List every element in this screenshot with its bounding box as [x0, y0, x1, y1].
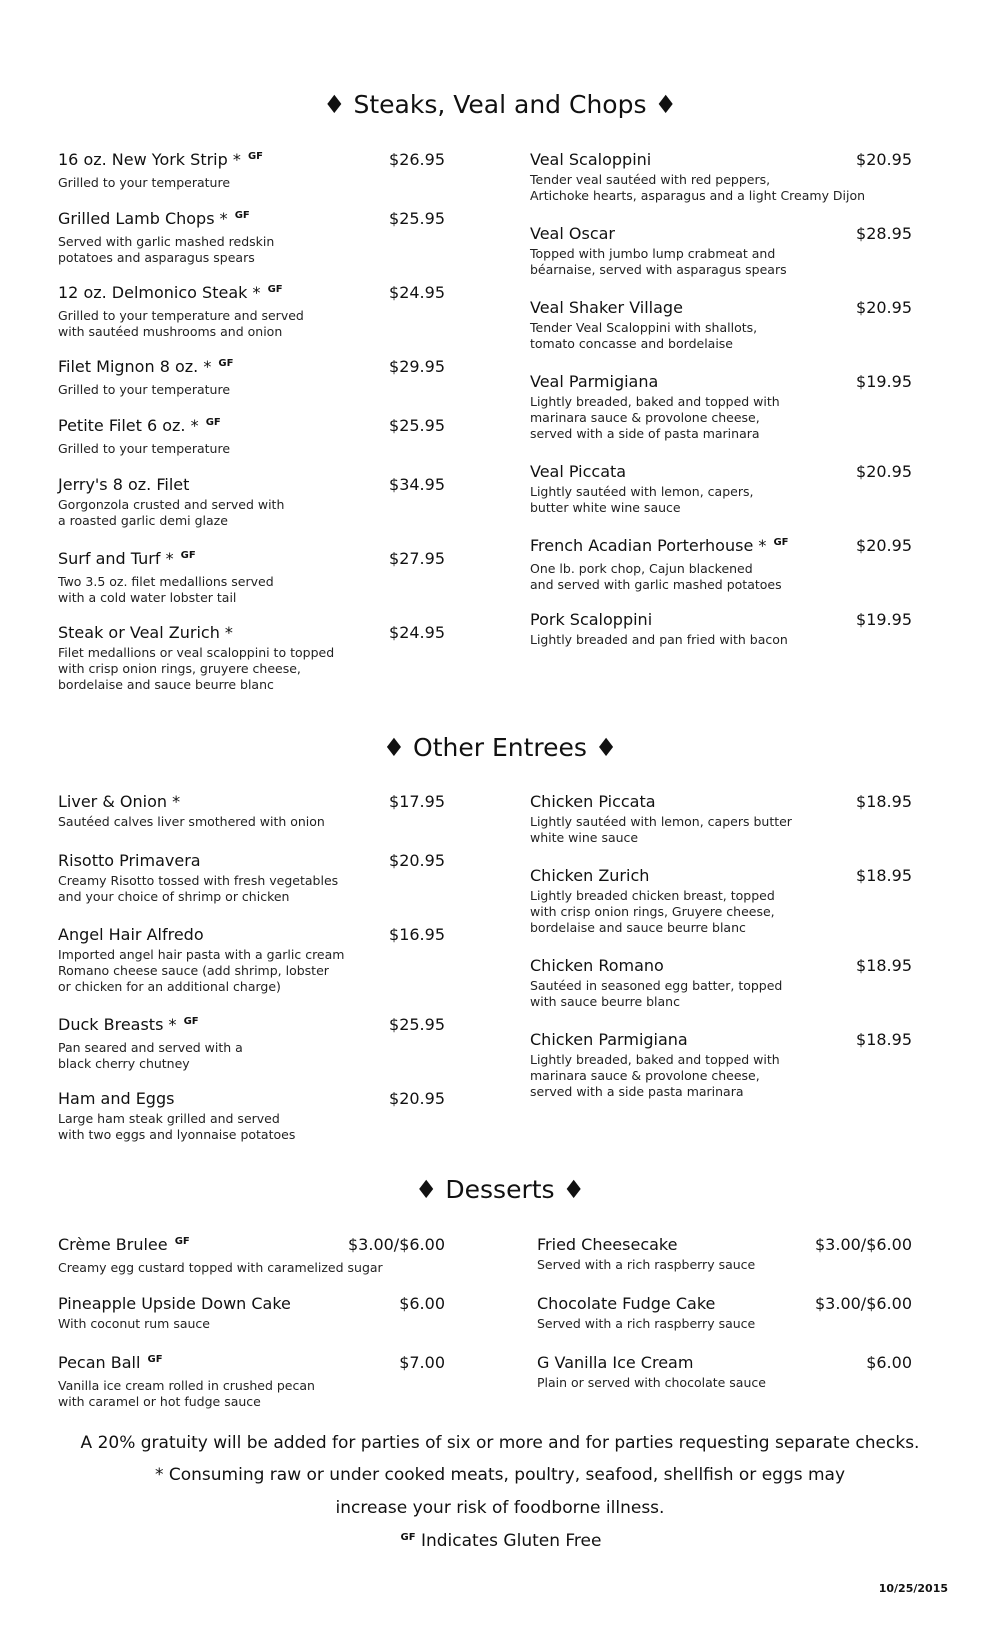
menu-item-description: Topped with jumbo lump crabmeat and béarnaise, served with asparagus spears — [530, 246, 787, 277]
menu-item-description: Tender Veal Scaloppini with shallots, tomato concasse and bordelaise — [530, 320, 758, 351]
menu-item-name-text: Pineapple Upside Down Cake — [58, 1294, 291, 1313]
menu-item-name-text: Chicken Piccata — [530, 792, 656, 811]
menu-item-description: Served with a rich raspberry sauce — [537, 1257, 756, 1272]
menu-item — [58, 1235, 445, 1276]
menu-item-price: $25.95 — [389, 1015, 445, 1034]
menu-item-price: $20.95 — [856, 298, 912, 317]
gluten-free-badge: GF — [234, 210, 250, 221]
menu-item-name — [537, 1294, 715, 1314]
menu-item-name-text: G Vanilla Ice Cream — [537, 1353, 694, 1372]
menu-item-price: $3.00/$6.00 — [348, 1235, 445, 1254]
menu-item-description: Sautéed in seasoned egg batter, topped with sauce beurre blanc — [530, 978, 783, 1009]
menu-item — [58, 1353, 445, 1410]
menu-item-name — [58, 1015, 199, 1038]
gluten-free-badge: GF — [183, 1016, 199, 1027]
menu-item-name — [530, 298, 683, 318]
gluten-free-badge: GF — [247, 151, 263, 162]
menu-item-description: Grilled to your temperature — [58, 441, 231, 456]
menu-item-name-text: Fried Cheesecake — [537, 1235, 678, 1254]
menu-item-name-text: Veal Oscar — [530, 224, 615, 243]
menu-item-price: $19.95 — [856, 610, 912, 629]
menu-item-name — [58, 475, 189, 495]
menu-item-price: $18.95 — [856, 866, 912, 885]
menu-item-price: $25.95 — [389, 209, 445, 228]
menu-item — [58, 283, 445, 340]
menu-item-price: $3.00/$6.00 — [815, 1294, 912, 1313]
gluten-free-badge: GF — [773, 537, 789, 548]
gluten-free-badge: GF — [218, 358, 234, 369]
menu-item-description: Two 3.5 oz. filet medallions served with a cold water lobster tail — [58, 574, 274, 605]
menu-item-description: Tender veal sautéed with red peppers, Artichoke hearts, asparagus and a light Creamy Dijon — [530, 172, 866, 203]
menu-item-name — [58, 623, 233, 643]
menu-item — [530, 372, 912, 442]
menu-item-name — [58, 851, 201, 871]
menu-item-name-text: Liver & Onion * — [58, 792, 181, 811]
menu-item-name-text: Crème Brulee — [58, 1235, 168, 1254]
menu-item-name-text: Veal Shaker Village — [530, 298, 683, 317]
menu-item-description: Filet medallions or veal scaloppini to topped with crisp onion rings, gruyere cheese, bordelaise and sauce beurre blanc — [58, 645, 335, 692]
menu-item-price: $20.95 — [389, 1089, 445, 1108]
menu-item-name-text: Chicken Zurich — [530, 866, 650, 885]
menu-item — [58, 150, 445, 191]
menu-item — [58, 623, 445, 693]
menu-item-name-text: Angel Hair Alfredo — [58, 925, 204, 944]
menu-item-name — [58, 209, 250, 232]
gf-legend-text: Indicates Gluten Free — [415, 1531, 602, 1551]
menu-item-name-text: Risotto Primavera — [58, 851, 201, 870]
menu-item — [537, 1235, 912, 1273]
menu-item-name — [58, 549, 196, 572]
menu-item — [530, 1030, 912, 1100]
menu-item-price: $3.00/$6.00 — [815, 1235, 912, 1254]
menu-item-description: Creamy Risotto tossed with fresh vegetables and your choice of shrimp or chicken — [58, 873, 339, 904]
menu-item-name-text: Petite Filet 6 oz. * — [58, 416, 199, 435]
menu-item-name-text: Chicken Romano — [530, 956, 664, 975]
menu-item-name — [58, 150, 263, 173]
menu-item-price: $19.95 — [856, 372, 912, 391]
menu-item-name-text: Chicken Parmigiana — [530, 1030, 688, 1049]
menu-item — [537, 1353, 912, 1391]
menu-item — [58, 1015, 445, 1072]
menu-item-description: Vanilla ice cream rolled in crushed pecan with caramel or hot fudge sauce — [58, 1378, 315, 1409]
menu-item-description: Large ham steak grilled and served with two eggs and lyonnaise potatoes — [58, 1111, 296, 1142]
menu-item-price: $20.95 — [856, 536, 912, 555]
menu-item — [530, 866, 912, 936]
menu-item-price: $18.95 — [856, 1030, 912, 1049]
menu-item-name — [530, 372, 658, 392]
entrees-section-title: ♦ Other Entrees ♦ — [382, 733, 618, 762]
menu-item — [530, 298, 912, 352]
menu-item-price: $25.95 — [389, 416, 445, 435]
menu-item — [58, 792, 445, 830]
desserts-section-title: ♦ Desserts ♦ — [415, 1175, 585, 1204]
menu-item-price: $18.95 — [856, 792, 912, 811]
menu-item-description: Served with a rich raspberry sauce — [537, 1316, 756, 1331]
menu-item-description: Served with garlic mashed redskin potatoes and asparagus spears — [58, 234, 275, 265]
menu-item-name-text: Steak or Veal Zurich * — [58, 623, 233, 642]
menu-item — [58, 1089, 445, 1143]
menu-item-name — [58, 283, 283, 306]
menu-item-price: $20.95 — [856, 150, 912, 169]
menu-item-name-text: Veal Piccata — [530, 462, 627, 481]
menu-item-description: Lightly breaded, baked and topped with marinara sauce & provolone cheese, served with a side of pasta marinara — [530, 394, 780, 441]
gluten-free-badge: GF — [180, 550, 196, 561]
menu-item-name-text: French Acadian Porterhouse * — [530, 536, 767, 555]
menu-item-name — [58, 1089, 174, 1109]
menu-item-name — [537, 1235, 677, 1255]
gluten-free-badge: GF — [147, 1354, 163, 1365]
raw-food-warning-line-1: * Consuming raw or under cooked meats, poultry, seafood, shellfish or eggs may — [154, 1465, 846, 1485]
menu-item-description: Creamy egg custard topped with caramelized sugar — [58, 1260, 383, 1275]
menu-item-name-text: Grilled Lamb Chops * — [58, 209, 228, 228]
menu-item-price: $18.95 — [856, 956, 912, 975]
menu-item-name — [58, 357, 233, 380]
menu-item-name — [530, 610, 652, 630]
menu-item — [530, 956, 912, 1010]
menu-item-description: Lightly sautéed with lemon, capers, butter white wine sauce — [530, 484, 754, 515]
gluten-free-badge: GF — [267, 284, 283, 295]
menu-item-price: $27.95 — [389, 549, 445, 568]
menu-item-price: $6.00 — [399, 1294, 445, 1313]
menu-item — [58, 416, 445, 457]
menu-item-description: Grilled to your temperature and served with sautéed mushrooms and onion — [58, 308, 304, 339]
menu-item — [530, 610, 912, 648]
menu-item-name — [530, 866, 649, 886]
steaks-section-title: ♦ Steaks, Veal and Chops ♦ — [323, 90, 677, 119]
menu-item-price: $24.95 — [389, 283, 445, 302]
menu-item-name — [58, 416, 221, 439]
menu-item-name — [58, 792, 180, 812]
menu-item-name-text: Veal Scaloppini — [530, 150, 652, 169]
menu-item-name — [58, 1235, 190, 1258]
menu-item-name — [530, 1030, 688, 1050]
menu-item — [58, 925, 445, 995]
menu-item — [530, 224, 912, 278]
menu-date: 10/25/2015 — [878, 1582, 948, 1595]
menu-item-name-text: Ham and Eggs — [58, 1089, 175, 1108]
menu-item-price: $6.00 — [866, 1353, 912, 1372]
menu-item-price: $7.00 — [399, 1353, 445, 1372]
menu-item-name-text: Veal Parmigiana — [530, 372, 659, 391]
menu-item-description: Lightly sautéed with lemon, capers butter white wine sauce — [530, 814, 792, 845]
menu-item-price: $17.95 — [389, 792, 445, 811]
menu-item-price: $28.95 — [856, 224, 912, 243]
menu-item-name-text: Surf and Turf * — [58, 549, 174, 568]
menu-item-description: Pan seared and served with a black cherry chutney — [58, 1040, 243, 1071]
raw-food-warning-line-2: increase your risk of foodborne illness. — [335, 1498, 665, 1518]
menu-item-description: Plain or served with chocolate sauce — [537, 1375, 766, 1390]
menu-item-name-text: Duck Breasts * — [58, 1015, 177, 1034]
menu-item-name — [530, 956, 664, 976]
menu-item-description: Sautéed calves liver smothered with onion — [58, 814, 325, 829]
gratuity-note: A 20% gratuity will be added for parties of six or more and for parties requesting separate checks. — [80, 1433, 920, 1453]
menu-item-name — [530, 536, 789, 559]
menu-item-description: Lightly breaded, baked and topped with marinara sauce & provolone cheese, served with a side pasta marinara — [530, 1052, 780, 1099]
menu-item — [537, 1294, 912, 1332]
gluten-free-badge: GF — [205, 417, 221, 428]
menu-item-name — [530, 792, 656, 812]
menu-item-name-text: Pork Scaloppini — [530, 610, 653, 629]
menu-item-price: $20.95 — [856, 462, 912, 481]
gf-legend-mark: GF — [400, 1532, 416, 1543]
menu-item-name — [58, 1353, 163, 1376]
menu-item-name-text: 12 oz. Delmonico Steak * — [58, 283, 261, 302]
menu-item — [58, 475, 445, 529]
menu-item — [530, 150, 912, 204]
menu-item-description: With coconut rum sauce — [58, 1316, 210, 1331]
menu-item — [530, 462, 912, 516]
menu-item-price: $24.95 — [389, 623, 445, 642]
menu-item-name-text: Pecan Ball — [58, 1353, 141, 1372]
menu-item-description: Imported angel hair pasta with a garlic cream Romano cheese sauce (add shrimp, lobster or chicken for an additional charge) — [58, 947, 345, 994]
menu-item — [530, 536, 912, 593]
menu-item — [58, 549, 445, 606]
menu-item-description: Lightly breaded chicken breast, topped with crisp onion rings, Gruyere cheese, bordelaise and sauce beurre blanc — [530, 888, 775, 935]
menu-item-name-text: Filet Mignon 8 oz. * — [58, 357, 212, 376]
menu-item-name-text: Jerry's 8 oz. Filet — [58, 475, 190, 494]
menu-item-name-text: 16 oz. New York Strip * — [58, 150, 241, 169]
menu-item-description: Grilled to your temperature — [58, 382, 231, 397]
menu-item-name — [530, 150, 651, 170]
menu-item-price: $29.95 — [389, 357, 445, 376]
menu-item-price: $34.95 — [389, 475, 445, 494]
menu-item — [58, 209, 445, 266]
menu-item-name — [530, 224, 615, 244]
menu-item-price: $20.95 — [389, 851, 445, 870]
gluten-free-badge: GF — [174, 1236, 190, 1247]
menu-item-name — [530, 462, 626, 482]
menu-item-name — [537, 1353, 693, 1373]
menu-item-description: Lightly breaded and pan fried with bacon — [530, 632, 788, 647]
menu-item-description: Grilled to your temperature — [58, 175, 231, 190]
menu-item-price: $16.95 — [389, 925, 445, 944]
menu-item-name-text: Chocolate Fudge Cake — [537, 1294, 716, 1313]
menu-item-name — [58, 925, 204, 945]
gluten-free-legend — [0, 1530, 1000, 1555]
menu-item — [58, 1294, 445, 1332]
menu-item-description: One lb. pork chop, Cajun blackened and served with garlic mashed potatoes — [530, 561, 782, 592]
menu-item — [58, 357, 445, 398]
menu-item — [530, 792, 912, 846]
menu-item-description: Gorgonzola crusted and served with a roasted garlic demi glaze — [58, 497, 285, 528]
menu-item — [58, 851, 445, 905]
menu-item-price: $26.95 — [389, 150, 445, 169]
menu-item-name — [58, 1294, 291, 1314]
